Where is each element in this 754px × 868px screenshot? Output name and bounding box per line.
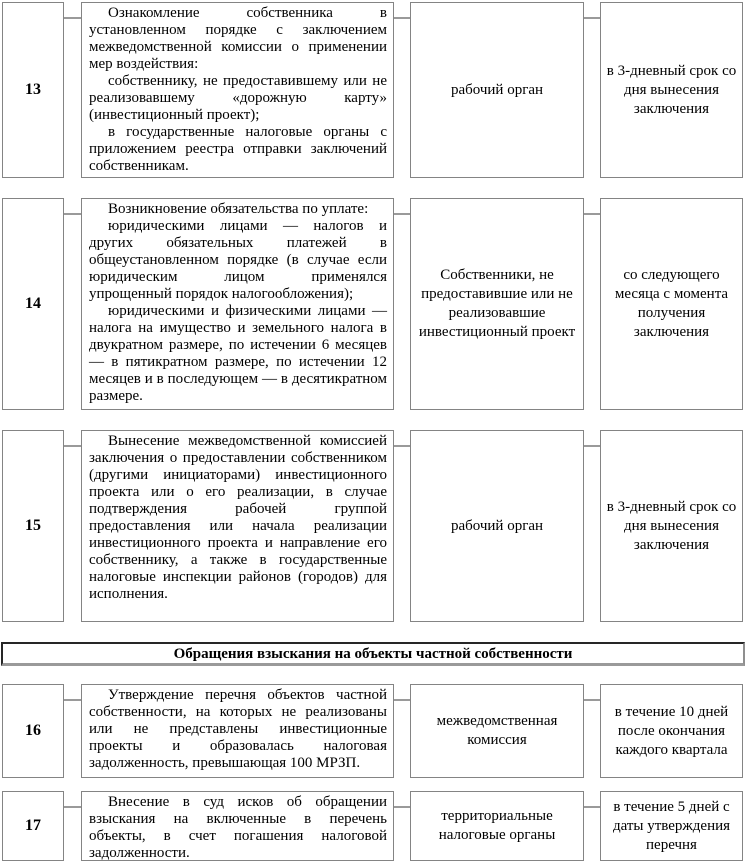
connector-line (64, 445, 81, 447)
deadline-cell: в 3-дневный срок со дня вынесения заключения (600, 430, 743, 622)
connector-line (64, 213, 81, 215)
row-number: 14 (25, 295, 41, 312)
description-paragraph: Ознакомление собственника в установленном порядке с заключением межведомственной комиссии о применении мер воздействия: (89, 5, 387, 72)
flow-row-15 (0, 430, 754, 622)
description-cell (81, 684, 394, 778)
connector-line (584, 806, 600, 808)
connector-line (394, 445, 410, 447)
description-paragraph: юридическими и физическими лицами — налога на имущество и земельного налога в двукратном размере, по истечении 6 месяцев — в пятикратном размере, по истечении 12 месяцев и в последующем — в десятикратном размере. (89, 303, 387, 404)
description-cell (81, 791, 394, 861)
flow-row-16 (0, 684, 754, 778)
row-number-cell (2, 198, 64, 410)
description-paragraph: юридическими лицами — налогов и других обязательных платежей в общеустановленном порядке (в случае если юридическим лицом применялся упрощенный порядок налогообложения); (89, 218, 387, 302)
deadline-cell: в 3-дневный срок со дня вынесения заключения (600, 2, 743, 178)
row-number-cell (2, 430, 64, 622)
connector-line (584, 17, 600, 19)
responsible-body-cell: территориальные налоговые органы (410, 791, 584, 861)
description-paragraph: Вынесение межведомственной комиссией заключения о предоставлении собственником (другими инициаторами) инвестиционного проекта или о его реализации, в случае подтверждения рабочей группой предоставления или начала реализации инвестиционного проекта и направление его собственнику, а также в государственные налоговые инспекции районов (городов) для исполнения. (89, 433, 387, 602)
description-paragraph: Возникновение обязательства по уплате: (108, 201, 369, 217)
flow-row-14 (0, 198, 754, 410)
description-paragraph: в государственные налоговые органы с приложением реестра отправки заключений собственникам. (89, 124, 387, 174)
connector-line (394, 699, 410, 701)
connector-line (394, 806, 410, 808)
description-cell (81, 198, 394, 410)
flow-row-17 (0, 791, 754, 861)
row-number-cell (2, 684, 64, 778)
description-paragraph: Утверждение перечня объектов частной собственности, на которых не реализованы или не представлены инвестиционные проекты и образовалась налоговая задолженность, превышающая 100 МРЗП. (89, 687, 387, 771)
connector-line (394, 213, 410, 215)
deadline-cell: в течение 10 дней после окончания каждого квартала (600, 684, 743, 778)
description-cell (81, 430, 394, 622)
connector-line (584, 445, 600, 447)
row-number: 15 (25, 517, 41, 534)
section-header: Обращения взыскания на объекты частной собственности (1, 642, 745, 666)
connector-line (64, 699, 81, 701)
connector-line (64, 17, 81, 19)
row-number: 16 (25, 722, 41, 739)
description-paragraph: собственнику, не предоставившему или не реализовавшему «дорожную карту» (инвестиционный проект); (89, 73, 387, 123)
connector-line (64, 806, 81, 808)
flow-row-13 (0, 2, 754, 178)
row-number-cell (2, 2, 64, 178)
description-paragraph: Внесение в суд исков об обращении взыскания на включенные в перечень объекты, в счет погашения налоговой задолженности. (89, 794, 387, 861)
connector-line (584, 699, 600, 701)
procedure-flowchart (0, 2, 754, 861)
description-cell (81, 2, 394, 178)
deadline-cell: со следующего месяца с момента получения заключения (600, 198, 743, 410)
deadline-cell: в течение 5 дней с даты утверждения перечня (600, 791, 743, 861)
responsible-body-cell: рабочий орган (410, 430, 584, 622)
responsible-body-cell: Собственники, не предоставившие или не реализовавшие инвестиционный проект (410, 198, 584, 410)
row-number: 17 (25, 817, 41, 834)
row-number-cell (2, 791, 64, 861)
connector-line (584, 213, 600, 215)
responsible-body-cell: рабочий орган (410, 2, 584, 178)
row-number: 13 (25, 81, 41, 98)
responsible-body-cell: межведомственная комиссия (410, 684, 584, 778)
connector-line (394, 17, 410, 19)
